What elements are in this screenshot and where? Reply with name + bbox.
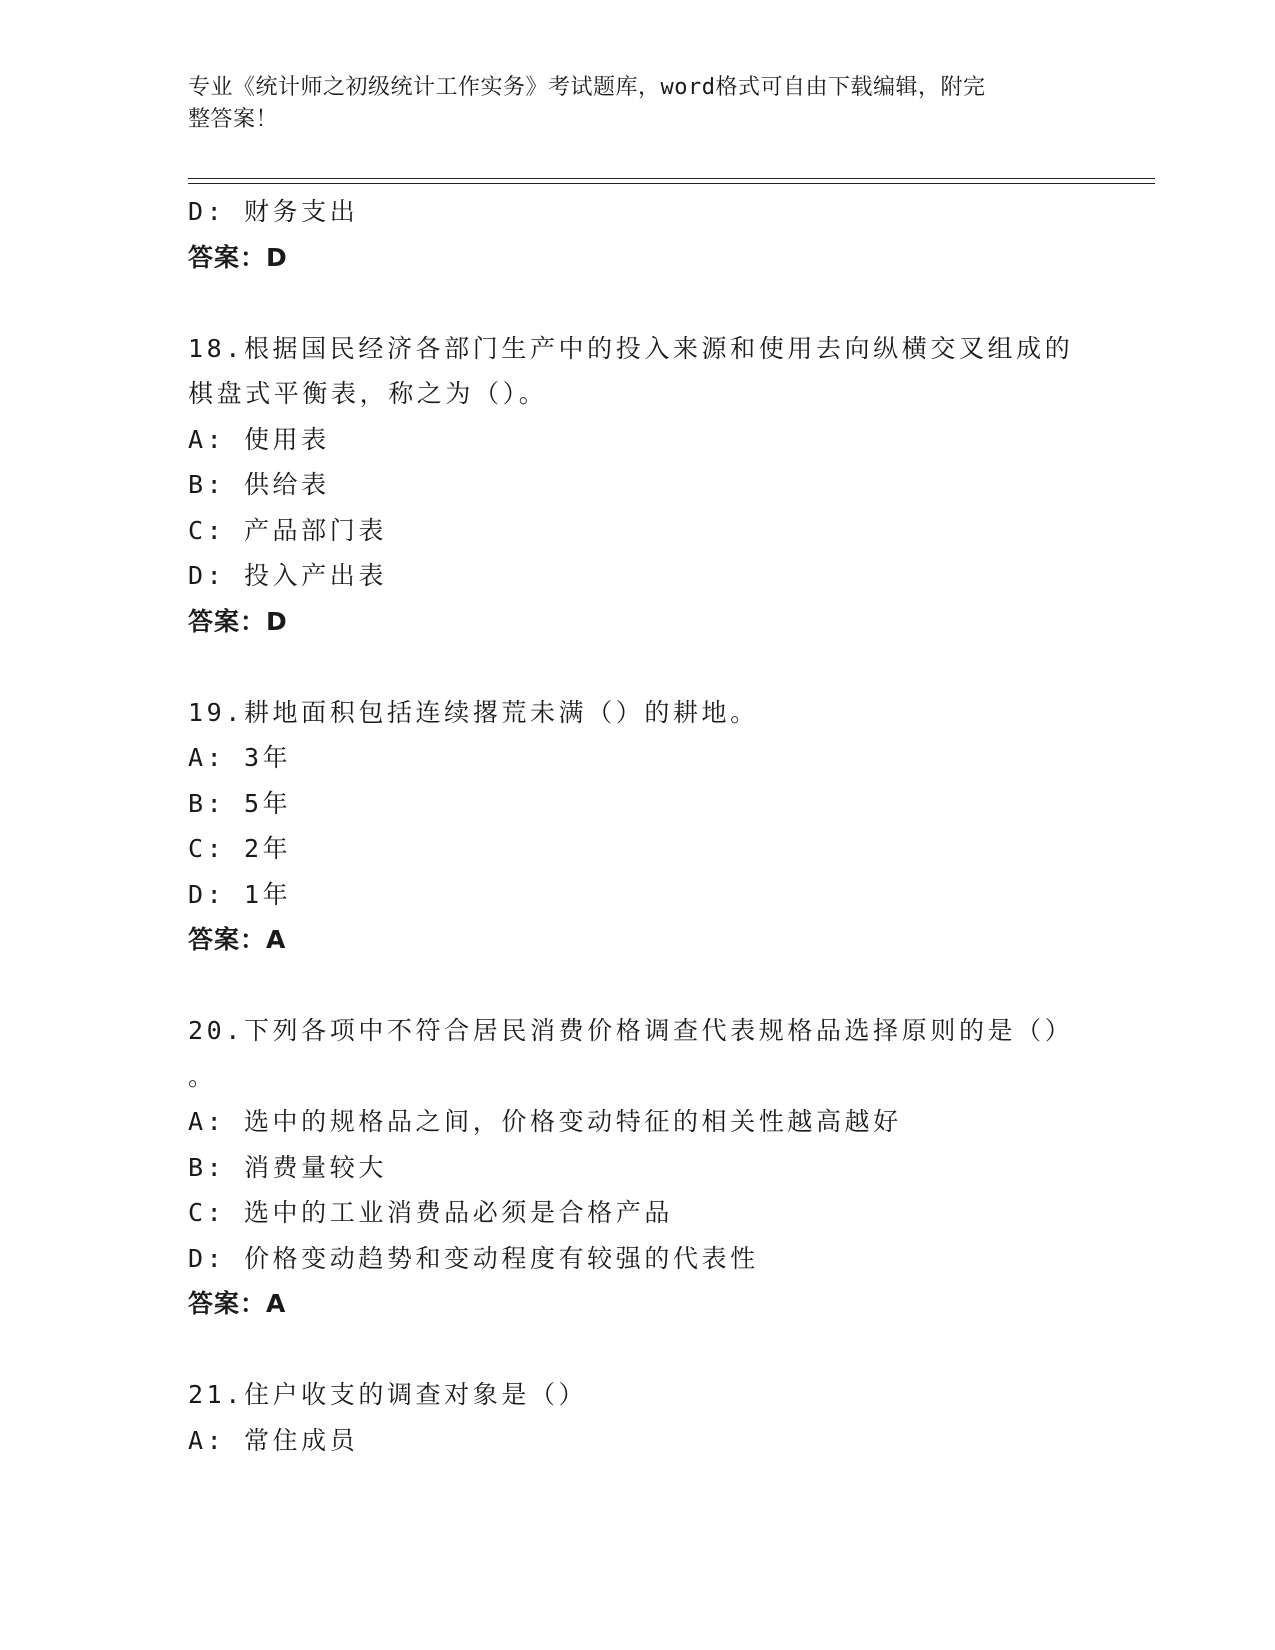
question-20-option-d: D: 价格变动趋势和变动程度有较强的代表性 [188, 1243, 759, 1273]
question-19-option-a: A: 3年 [188, 743, 292, 772]
document-header [188, 72, 1078, 136]
prev-answer: 答案：D [188, 242, 288, 272]
question-19-option-c: C: 2年 [188, 834, 292, 863]
spacer [188, 1327, 1088, 1373]
question-21-option-a: A: 常住成员 [188, 1425, 359, 1455]
question-18-stem-line-2: 棋盘式平衡表，称之为（）。 [188, 379, 548, 408]
header-line-1: 专业《统计师之初级统计工作实务》考试题库，word格式可自由下载编辑，附完 [188, 75, 986, 100]
question-20-option-c: C: 选中的工业消费品必须是合格产品 [188, 1198, 673, 1227]
spacer [188, 644, 1088, 690]
question-19-option-b: B: 5年 [188, 788, 292, 818]
question-20-option-a: A: 选中的规格品之间，价格变动特征的相关性越高越好 [188, 1107, 902, 1136]
question-18-option-a: A: 使用表 [188, 424, 330, 454]
question-18-option-c: C: 产品部门表 [188, 515, 387, 545]
question-21-stem-line-1: 21.住户收支的调查对象是（） [188, 1380, 588, 1409]
question-20-answer: 答案：A [188, 1289, 287, 1318]
question-18-stem-line-1: 18.根据国民经济各部门生产中的投入来源和使用去向纵横交叉组成的 [188, 333, 1074, 363]
question-18-answer: 答案：D [188, 606, 288, 636]
question-19-answer: 答案：A [188, 925, 287, 954]
spacer [188, 963, 1088, 1009]
header-rule-bottom [188, 183, 1155, 184]
question-19-option-d: D: 1年 [188, 879, 292, 909]
header-rule-top [188, 178, 1155, 179]
question-list [188, 189, 1088, 1463]
question-18-option-b: B: 供给表 [188, 470, 330, 499]
question-18-option-d: D: 投入产出表 [188, 561, 387, 590]
spacer [188, 280, 1088, 326]
prev-option-d: D: 财务支出 [188, 197, 359, 226]
question-19-stem-line-1: 19.耕地面积包括连续撂荒未满（）的耕地。 [188, 697, 759, 727]
header-line-2: 整答案！ [188, 107, 279, 132]
question-20-stem-line-1: 20.下列各项中不符合居民消费价格调查代表规格品选择原则的是（） [188, 1016, 1074, 1045]
question-20-option-b: B: 消费量较大 [188, 1152, 387, 1182]
question-20-stem-line-2: 。 [188, 1061, 217, 1091]
